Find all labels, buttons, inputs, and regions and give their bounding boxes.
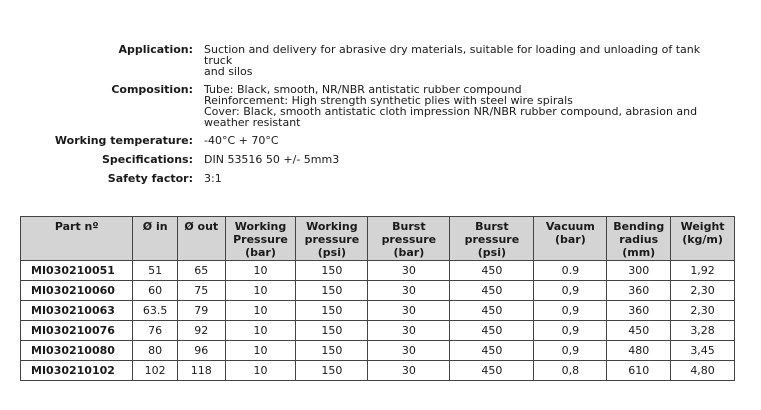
cell-working-pressure-bar: 10: [225, 341, 296, 361]
cell-bending-radius: 480: [607, 341, 671, 361]
cell-working-pressure-psi: 150: [296, 301, 368, 321]
table-row: [21, 341, 735, 361]
header-line: (kg/m): [682, 233, 723, 246]
cell-diameter-out: 96: [177, 341, 225, 361]
header-line: (bar): [245, 246, 276, 259]
cell-diameter-out: 92: [177, 321, 225, 341]
cell-weight: 3,45: [671, 341, 735, 361]
composition-row: [0, 84, 761, 128]
header-line: (bar): [554, 233, 586, 246]
cell-weight: 1,92: [671, 261, 735, 281]
header-weight: [671, 217, 735, 261]
header-part-number: [21, 217, 133, 261]
working-temperature-row: [0, 135, 761, 146]
header-working-pressure-bar: [225, 217, 296, 261]
composition-line: weather resistant: [204, 116, 301, 129]
table-body: [21, 261, 735, 381]
header-line: (bar): [393, 246, 425, 259]
cell-part-number: MI030210080: [21, 341, 133, 361]
cell-diameter-out: 118: [177, 361, 225, 381]
safety-factor-value: 3:1: [204, 172, 222, 185]
cell-burst-pressure-psi: 450: [450, 261, 534, 281]
header-burst-pressure-bar: [368, 217, 450, 261]
cell-weight: 2,30: [671, 301, 735, 321]
specifications-row: [0, 154, 761, 165]
header-vacuum: [534, 217, 607, 261]
application-label: Application:: [118, 43, 193, 56]
cell-part-number: MI030210063: [21, 301, 133, 321]
cell-burst-pressure-psi: 450: [450, 341, 534, 361]
cell-weight: 3,28: [671, 321, 735, 341]
header-line: pressure: [464, 233, 520, 246]
cell-part-number: MI030210076: [21, 321, 133, 341]
safety-factor-label: Safety factor:: [107, 172, 193, 185]
header-line: Working: [306, 220, 358, 233]
composition-label: Composition:: [111, 83, 193, 96]
cell-working-pressure-bar: 10: [225, 261, 296, 281]
cell-part-number: MI030210060: [21, 281, 133, 301]
working-temperature-label: Working temperature:: [54, 134, 193, 147]
application-row: [0, 44, 761, 77]
working-temperature-value: -40°C + 70°C: [204, 134, 279, 147]
header-working-pressure-psi: [296, 217, 368, 261]
composition-value: [204, 84, 724, 128]
cell-burst-pressure-bar: 30: [368, 281, 450, 301]
cell-vacuum: 0,9: [534, 321, 607, 341]
header-line: Vacuum: [545, 220, 595, 233]
cell-diameter-in: 51: [133, 261, 178, 281]
cell-bending-radius: 450: [607, 321, 671, 341]
application-value: [204, 44, 724, 77]
product-specs: [0, 44, 761, 184]
cell-working-pressure-bar: 10: [225, 301, 296, 321]
header-burst-pressure-psi: [450, 217, 534, 261]
cell-burst-pressure-psi: 450: [450, 361, 534, 381]
header-row: [21, 217, 735, 261]
composition-line: Reinforcement: High strength synthetic plies with steel wire spirals: [204, 94, 573, 107]
table-row: [21, 361, 735, 381]
cell-burst-pressure-bar: 30: [368, 341, 450, 361]
table-row: [21, 301, 735, 321]
header-line: pressure: [381, 233, 437, 246]
cell-diameter-in: 63.5: [133, 301, 178, 321]
cell-diameter-out: 65: [177, 261, 225, 281]
cell-burst-pressure-bar: 30: [368, 261, 450, 281]
table-row: [21, 261, 735, 281]
cell-bending-radius: 360: [607, 301, 671, 321]
header-line: Bending: [613, 220, 665, 233]
cell-weight: 4,80: [671, 361, 735, 381]
cell-diameter-out: 79: [177, 301, 225, 321]
cell-working-pressure-psi: 150: [296, 361, 368, 381]
cell-burst-pressure-psi: 450: [450, 281, 534, 301]
cell-working-pressure-bar: 10: [225, 281, 296, 301]
cell-diameter-in: 60: [133, 281, 178, 301]
header-line: Weight: [680, 220, 725, 233]
header-bending-radius: [607, 217, 671, 261]
cell-working-pressure-bar: 10: [225, 321, 296, 341]
specifications-label: Specifications:: [101, 153, 193, 166]
cell-diameter-in: 80: [133, 341, 178, 361]
table-header: [21, 217, 735, 261]
header-line: Pressure: [233, 233, 288, 246]
cell-working-pressure-psi: 150: [296, 341, 368, 361]
cell-weight: 2,30: [671, 281, 735, 301]
header-line: (psi): [477, 246, 507, 259]
header-diameter-out: [177, 217, 225, 261]
cell-burst-pressure-psi: 450: [450, 301, 534, 321]
cell-working-pressure-psi: 150: [296, 321, 368, 341]
cell-vacuum: 0,9: [534, 281, 607, 301]
header-line: pressure: [304, 233, 360, 246]
header-diameter-in: [133, 217, 178, 261]
cell-diameter-out: 75: [177, 281, 225, 301]
safety-factor-row: [0, 173, 761, 184]
cell-burst-pressure-bar: 30: [368, 321, 450, 341]
cell-burst-pressure-psi: 450: [450, 321, 534, 341]
header-line: radius: [619, 233, 659, 246]
cell-part-number: MI030210051: [21, 261, 133, 281]
composition-line: Tube: Black, smooth, NR/NBR antistatic rubber compound: [204, 83, 522, 96]
cell-vacuum: 0,8: [534, 361, 607, 381]
header-line: Ø in: [142, 220, 168, 233]
cell-diameter-in: 102: [133, 361, 178, 381]
application-line: Suction and delivery for abrasive dry materials, suitable for loading and unloading of tank truck: [204, 43, 701, 67]
cell-working-pressure-psi: 150: [296, 261, 368, 281]
cell-working-pressure-bar: 10: [225, 361, 296, 381]
table-row: [21, 321, 735, 341]
cell-diameter-in: 76: [133, 321, 178, 341]
header-line: Part nº: [54, 220, 99, 233]
cell-bending-radius: 360: [607, 281, 671, 301]
cell-burst-pressure-bar: 30: [368, 361, 450, 381]
specifications-value: DIN 53516 50 +/- 5mm3: [204, 153, 340, 166]
parts-table: [20, 216, 735, 381]
cell-burst-pressure-bar: 30: [368, 301, 450, 321]
cell-bending-radius: 300: [607, 261, 671, 281]
composition-line: Cover: Black, smooth antistatic cloth impression NR/NBR rubber compound, abrasion and: [204, 105, 698, 118]
cell-working-pressure-psi: 150: [296, 281, 368, 301]
header-line: (psi): [317, 246, 347, 259]
header-line: Burst: [475, 220, 509, 233]
cell-vacuum: 0,9: [534, 341, 607, 361]
header-line: Ø out: [184, 220, 219, 233]
cell-vacuum: 0.9: [534, 261, 607, 281]
header-line: Burst: [392, 220, 426, 233]
header-line: (mm): [622, 246, 656, 259]
cell-vacuum: 0,9: [534, 301, 607, 321]
table-row: [21, 281, 735, 301]
cell-part-number: MI030210102: [21, 361, 133, 381]
application-line: and silos: [204, 65, 253, 78]
header-line: Working: [234, 220, 287, 233]
cell-bending-radius: 610: [607, 361, 671, 381]
